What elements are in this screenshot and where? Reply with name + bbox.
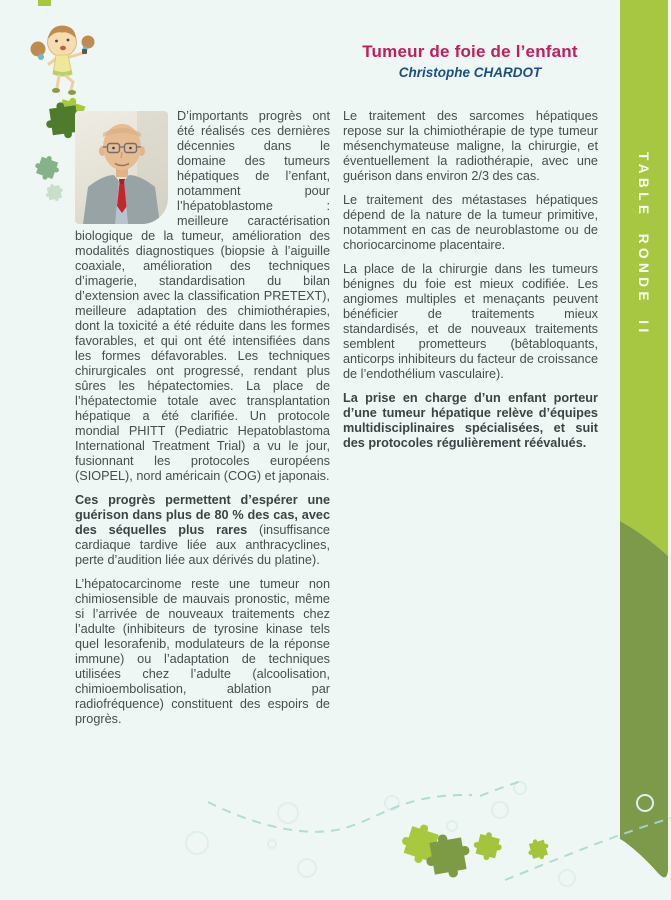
paragraph: L’hépatocarcinome reste une tumeur non chimiosensible de mauvais pronostic, même si l’arrivée de nouveaux traitements chez l’adulte (inhibiteurs de tyrosine kinase tels quel lesorafenib, modulateurs de la réponse immune) ou l’adaptation de techniques utilisées chez l’adulte (alcoolisation, chimioembolisation, ablation par radiofréquence) constituent des espoirs de progrès. <box>75 577 330 726</box>
puzzle-piece-icon <box>471 829 505 863</box>
bottom-decoration <box>0 780 671 900</box>
paragraph: La place de la chirurgie dans les tumeurs bénignes du foie est mieux codifiée. Les angiomes multiples et menaçants peuvent bénéficier de traitements mieux standardisés, et de nouveaux traitements semblent prometteurs (bêtabloquants, anticorps inhibiteurs du facteur de croissance de l’endothélium vasculaire). <box>343 262 598 381</box>
paragraph: Ces progrès permettent d’espérer une guérison dans plus de 80 % des cas, avec des séquelles plus rares (insuffisance cardiaque tardive liée aux anthracyclines, perte d’audition liée aux dérivés du platine). <box>75 493 330 567</box>
speaker-portrait-icon <box>75 111 168 224</box>
table-ronde-sidebar <box>620 0 668 900</box>
paragraph: Le traitement des sarcomes hépatiques repose sur la chimiothérapie de type tumeur mésenchymateuse maligne, la chirurgie, et éventuellement la radiothérapie, avec une guérison dans environ 2/3 des cas. <box>343 109 598 183</box>
puzzle-piece-icon <box>525 836 551 862</box>
page-title: Tumeur de foie de l’enfant <box>362 42 578 61</box>
paragraph: D’importants progrès ont été réalisés ces dernières décennies dans le domaine des tumeurs hépatiques de l’enfant, notamment pour l’hépatoblastome : meilleure caractérisation biologique de la tumeur, amélioration des modalités diagnostiques (biopsie à l’aiguille coaxiale, amélioration des techniques d’imagerie, standardisation du bilan d’extension avec la classification PRETEXT), meilleure adaptation des chimiothérapies, dont la toxicité a été réduite dans les formes favorables, et qui ont été intensifiées dans les formes défavorables. Les techniques chirurgicales ont progressé, rendant plus sûres les hépatectomies. La place de l’hépatectomie totale avec transplantation hépatique a été clarifiée. Un protocole mondial PHITT (Pediatric Hepatoblastoma International Treatment Trial) a vu le jour, fusionnant les protocoles européens (SIOPEL), nord américain (COG) et japonais. <box>75 109 330 483</box>
author-name: Christophe CHARDOT <box>398 65 542 80</box>
girl-cartoon-icon <box>27 20 99 96</box>
dashed-wave-upper <box>480 780 545 796</box>
bold-statement: Ces progrès permettent d’espérer une guérison dans plus de 80 % des cas, avec des séquelles plus rares <box>75 493 330 537</box>
paragraph: Le traitement des métastases hépatiques dépend de la nature de la tumeur primitive, notamment en cas de neuroblastome ou de choriocarcinome placentaire. <box>343 193 598 252</box>
article-body <box>75 109 599 736</box>
dashed-wave-right <box>505 818 671 880</box>
speaker-photo <box>75 111 168 224</box>
dashed-wave-left <box>208 795 472 832</box>
left-column <box>75 109 330 736</box>
header <box>338 42 602 80</box>
bold-conclusion: La prise en charge d’un enfant porteur d’une tumeur hépatique relève d’équipes multidisciplinaires spécialisées, et suit des protocoles régulièrement réévalués. <box>343 391 598 450</box>
right-column <box>343 109 598 736</box>
sidebar-label: TABLE RONDE II <box>636 152 651 337</box>
top-edge-accent <box>38 0 51 6</box>
